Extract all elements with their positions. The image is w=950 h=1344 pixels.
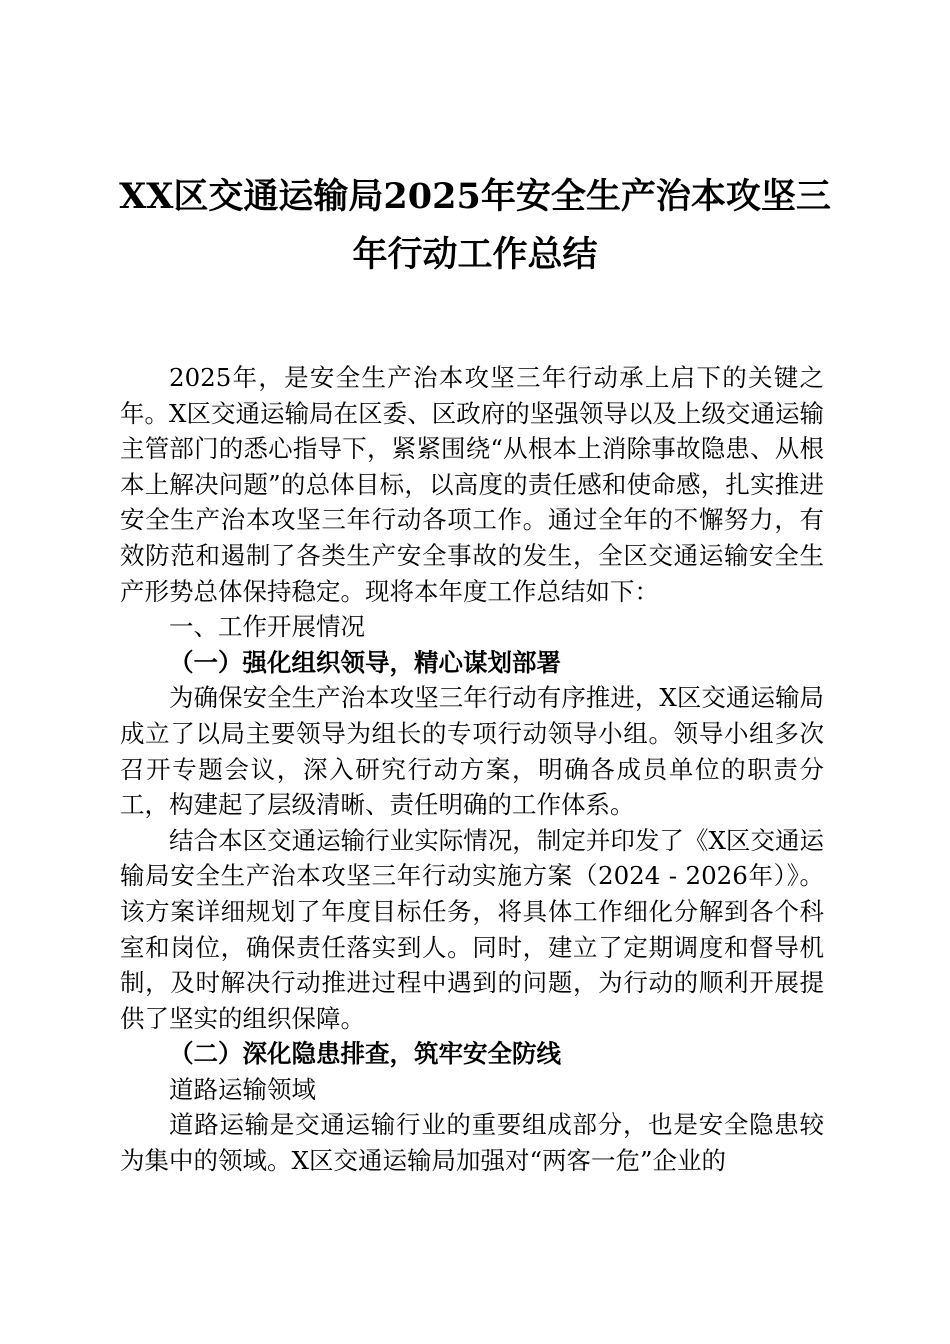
subsection-heading-hazard-check: （二）深化隐患排查，筑牢安全防线 [169, 1039, 561, 1069]
document-body [120, 360, 824, 1179]
road-transport-heading: 道路运输领域 [169, 1074, 316, 1104]
road-transport-paragraph: 道路运输是交通运输行业的重要组成部分，也是安全隐患较为集中的领域。X区交通运输局加强对“两客一危”企业的 [120, 1110, 824, 1176]
document-title [110, 168, 840, 284]
organization-paragraph-1: 为确保安全生产治本攻坚三年行动有序推进，X区交通运输局成立了以局主要领导为组长的专项行动领导小组。领导小组多次召开专题会议，深入研究行动方案，明确各成员单位的职责分工，构建起了层级清晰、责任明确的工作体系。 [120, 683, 824, 820]
organization-paragraph-2: 结合本区交通运输行业实际情况，制定并印发了《X区交通运输局安全生产治本攻坚三年行动实施方案（2024 - 2026年）》。该方案详细规划了年度目标任务，将具体工作细化分解到各个科室和岗位，确保责任落实到人。同时，建立了定期调度和督导机制，及时解决行动推进过程中遇到的问题，为行动的顺利开展提供了坚实的组织保障。 [120, 825, 824, 1033]
title-line-2: 年行动工作总结 [352, 234, 598, 275]
section-heading-work-status: 一、工作开展情况 [169, 612, 365, 642]
subsection-heading-organization: （一）强化组织领导，精心谋划部署 [169, 647, 561, 677]
intro-paragraph: 2025年，是安全生产治本攻坚三年行动承上启下的关键之年。X区交通运输局在区委、区政府的坚强领导以及上级交通运输主管部门的悉心指导下，紧紧围绕“从根本上消除事故隐患、从根本上解决问题”的总体目标，以高度的责任感和使命感，扎实推进安全生产治本攻坚三年行动各项工作。通过全年的不懈努力，有效防范和遏制了各类生产安全事故的发生，全区交通运输安全生产形势总体保持稳定。现将本年度工作总结如下： [120, 363, 824, 606]
title-line-1: XX区交通运输局2025年安全生产治本攻坚三 [119, 176, 831, 217]
